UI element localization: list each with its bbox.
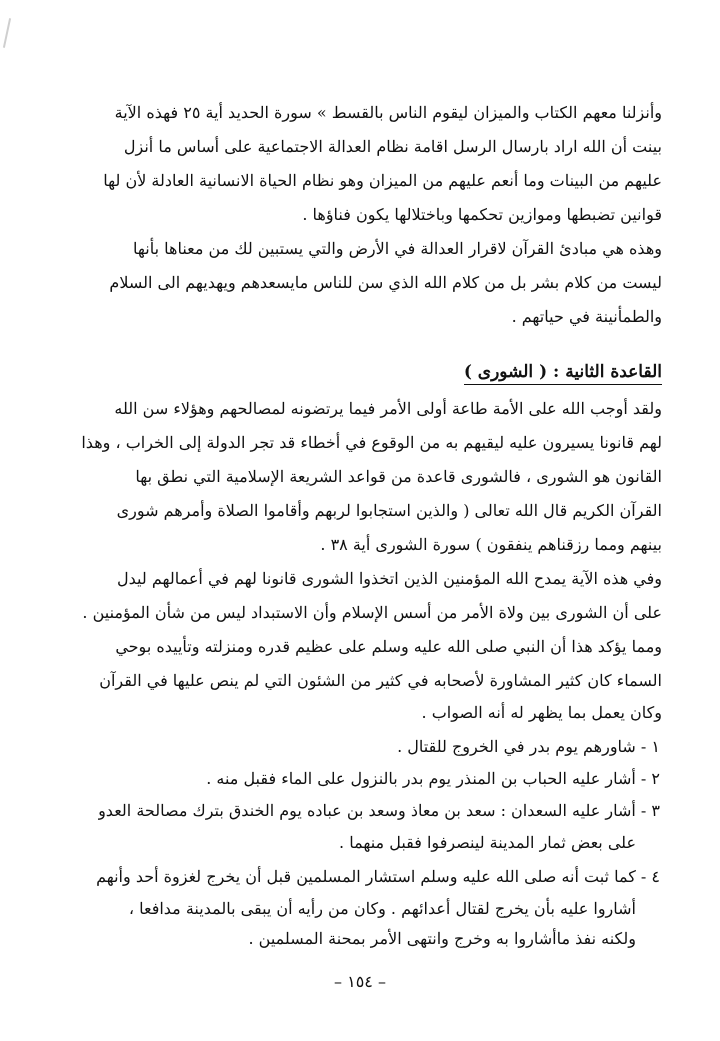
page-number: – ١٥٤ – [334, 972, 386, 991]
section-heading: القاعدة الثانية : ( الشورى ) [464, 360, 662, 385]
list-item-continuation: أشاروا عليه بأن يخرج لقتال أعدائهم . وكان من رأيه أن يبقى بالمدينة مدافعا ، [128, 899, 636, 918]
scan-mark [3, 18, 11, 48]
text-line: وفي هذه الآية يمدح الله المؤمنين الذين اتخذوا الشورى قانونا لهم في أعمالهم ليدل [117, 569, 662, 588]
text-line: وأنزلنا معهم الكتاب والميزان ليقوم الناس بالقسط » سورة الحديد أية ٢٥ فهذه الآية [114, 103, 662, 122]
list-item: ٣ - أشار عليه السعدان : سعد بن معاذ وسعد بن عباده يوم الخندق بترك مصالحة العدو [98, 801, 660, 820]
list-item: ٤ - كما ثبت أنه صلى الله عليه وسلم استشار المسلمين قبل أن يخرج لغزوة أحد وأنهم [96, 867, 660, 886]
text-line: ليست من كلام بشر بل من كلام الله الذي سن للناس مايسعدهم ويهديهم الى السلام [109, 273, 662, 292]
text-line: لهم قانونا يسيرون عليه ليقيهم به من الوقوع في أخطاء قد تجر الدولة إلى الخراب ، وهذا [81, 433, 662, 452]
text-line: ومما يؤكد هذا أن النبي صلى الله عليه وسلم على عظيم قدره ومنزلته وتأييده بوحي [115, 637, 662, 656]
text-line: ولقد أوجب الله على الأمة طاعة أولى الأمر فيما يرتضونه لمصالحهم وهؤلاء سن الله [114, 399, 662, 418]
text-line: بينت أن الله اراد بارسال الرسل اقامة نظام العدالة الاجتماعية على أساس ما أنزل [123, 137, 662, 156]
text-line: وكان يعمل بما يظهر له أنه الصواب . [421, 703, 662, 722]
text-line: على أن الشورى بين ولاة الأمر من أسس الإسلام وأن الاستبداد ليس من شأن المؤمنين . [82, 603, 662, 622]
text-line: عليهم من البينات وما أنعم عليهم من الميزان وهو نظام الحياة الانسانية العادلة لأن لها [103, 171, 662, 190]
list-item-continuation: ولكنه نفذ ماأشاروا به وخرج وانتهى الأمر بمحنة المسلمين . [248, 929, 636, 948]
list-item: ١ - شاورهم يوم بدر في الخروج للقتال . [397, 737, 660, 756]
text-line: والطمأنينة في حياتهم . [511, 307, 662, 326]
text-line: بينهم ومما رزقناهم ينفقون ) سورة الشورى أية ٣٨ . [320, 535, 662, 554]
text-line: القرآن الكريم قال الله تعالى ( والذين استجابوا لربهم وأقاموا الصلاة وأمرهم شورى [116, 501, 662, 520]
text-line: السماء كان كثير المشاورة لأصحابه في كثير من الشئون التي لم ينص عليها في القرآن [99, 671, 662, 690]
list-item: ٢ - أشار عليه الحباب بن المنذر يوم بدر بالنزول على الماء فقبل منه . [206, 769, 660, 788]
text-line: القانون هو الشورى ، فالشورى قاعدة من قواعد الشريعة الإسلامية التي نطق بها [135, 467, 662, 486]
text-line: وهذه هي مبادئ القرآن لاقرار العدالة في الأرض والتي يستبين لك من معناها بأنها [133, 239, 662, 258]
text-line: قوانين تضبطها وموازين تحكمها وباختلالها يكون فناؤها . [302, 205, 662, 224]
list-item-continuation: على بعض ثمار المدينة لينصرفوا فقبل منهما . [339, 833, 636, 852]
